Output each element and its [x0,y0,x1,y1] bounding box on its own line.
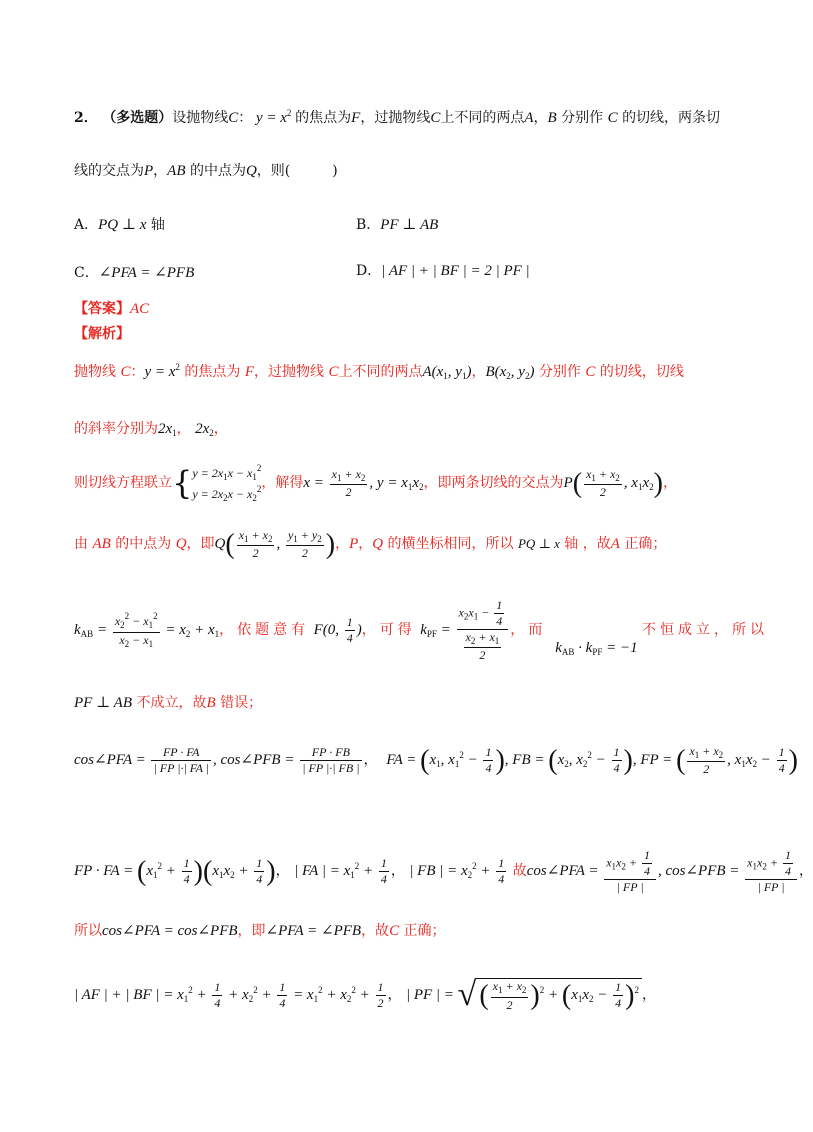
option-c: C．∠PFA = ∠PFB [74,265,195,281]
answer-line [74,300,149,318]
option-a: A．PQ ⊥ x 轴 [74,217,165,233]
question-line-1: 2． （多选题）设抛物线C： $y = x^2$ 的焦点为F，过抛物线C上不同的两点A，B 分别作 C 的切线，两条切 [74,108,721,126]
solution-line-9: FP · FA = ($x_1^2$ + $\frac{1}{4}$ )($x_1x_2$ + $\frac{1}{4}$ )， | FA | = $x_1^2$ + $\frac{1}{4}$ ， | FB | = $x_2^2$ + $\frac{1}{4}$ 故cos∠PFA = $x_1x_2$ + $\frac{1}{4}$ | FP | , cos∠PFB = $x_1x_2$ + $\frac{1}{4}$ | FP | ， [74,848,813,894]
answer-value: AC [130,301,150,317]
solution-line-2: 的斜率分别为$2x_1$， $2x_2$， [74,421,228,438]
answer-label: 【答案】 [74,301,130,317]
solution-line-10: 所以cos∠PFA = cos∠PFB，即∠PFA = ∠PFB，故C 正确； [74,923,446,939]
solution-line-7: cos∠PFA = $\frac{FP \cdot FA}{| FP |\cdot| FA |}$ , cos∠PFB = $\frac{FP \cdot FB}{| FP |\cdot| FB |}$ ， FA = ($x_1$, $x_1^2$ − $\frac{1}{4}$ ), FB = ($x_2$, $x_2^2$ − $\frac{1}{4}$ ), FP = ( $\frac{x_1 + x_2}{2}$ , $x_1x_2$ − $\frac{1}{4}$ ) [74,744,798,777]
solution-line-11: | AF | + | BF | = $x_1^2$ + $\frac{1}{4}$ + $x_2^2$ + $\frac{1}{4}$ = $x_1^2 + x_2^2$ + $\frac{1}{2}$ ， | PF | = √ ( $\frac{x_1 + x_2}{2}$ )$^2 + (x_1x_2$ − $\frac{1}{4}$ )$^2$ ， [74,976,656,1013]
question-number: 2． [74,110,98,126]
solution-line-1: 抛物线 C：$y = x^2$ 的焦点为 F，过抛物线 C上不同的两点$A(x_1$, $y_1$)，$B(x_2$, $y_2$) 分别作 C 的切线，切线 [74,362,684,381]
analysis-label: 【解析】 [74,326,130,342]
option-d: D．| AF | + | BF | = 2 | PF | [356,263,530,279]
solution-line-5: $k_{AB}$ = $\frac{x_2^2 - x_1^2}{x_2 - x_1}$ = $x_2 + x_1$，依题意有 F(0, $\frac{1}{4}$ )，可得 $k_{PF}$ = $x_2x_1$ − $\frac{1}{4}$ $\frac{x_2 + x_1}{2}$ ，而 $k_{AB} \cdot k_{PF} = -1$ 不恒成立，所以 [74,598,769,663]
solution-line-3: 则切线方程联立{ $y = 2x_1x - x_1^2$ $y = 2x_2x - x_2^2$ ，解得x = $\frac{x_1 + x_2}{2}$ , $y = x_1x_2$，即两条切线的交点为P( $\frac{x_1 + x_2}{2}$ , $x_1x_2$)， [74,463,677,504]
solution-line-4: 由 AB 的中点为 Q，即Q( $\frac{x_1 + x_2}{2}$ , $\frac{y_1 + y_2}{2}$ )，P，Q 的横坐标相同，所以 PQ ⊥ x 轴 ，故A 正确； [74,528,667,561]
answer-blank: ( ) [284,163,338,179]
question-line-2: 线的交点为P，AB 的中点为Q，则( ) [74,163,338,179]
solution-line-6: PF ⊥ AB 不成立，故B 错误； [74,695,263,711]
question-tag: （多选题） [102,110,173,126]
option-b: B．PF ⊥ AB [356,217,439,233]
